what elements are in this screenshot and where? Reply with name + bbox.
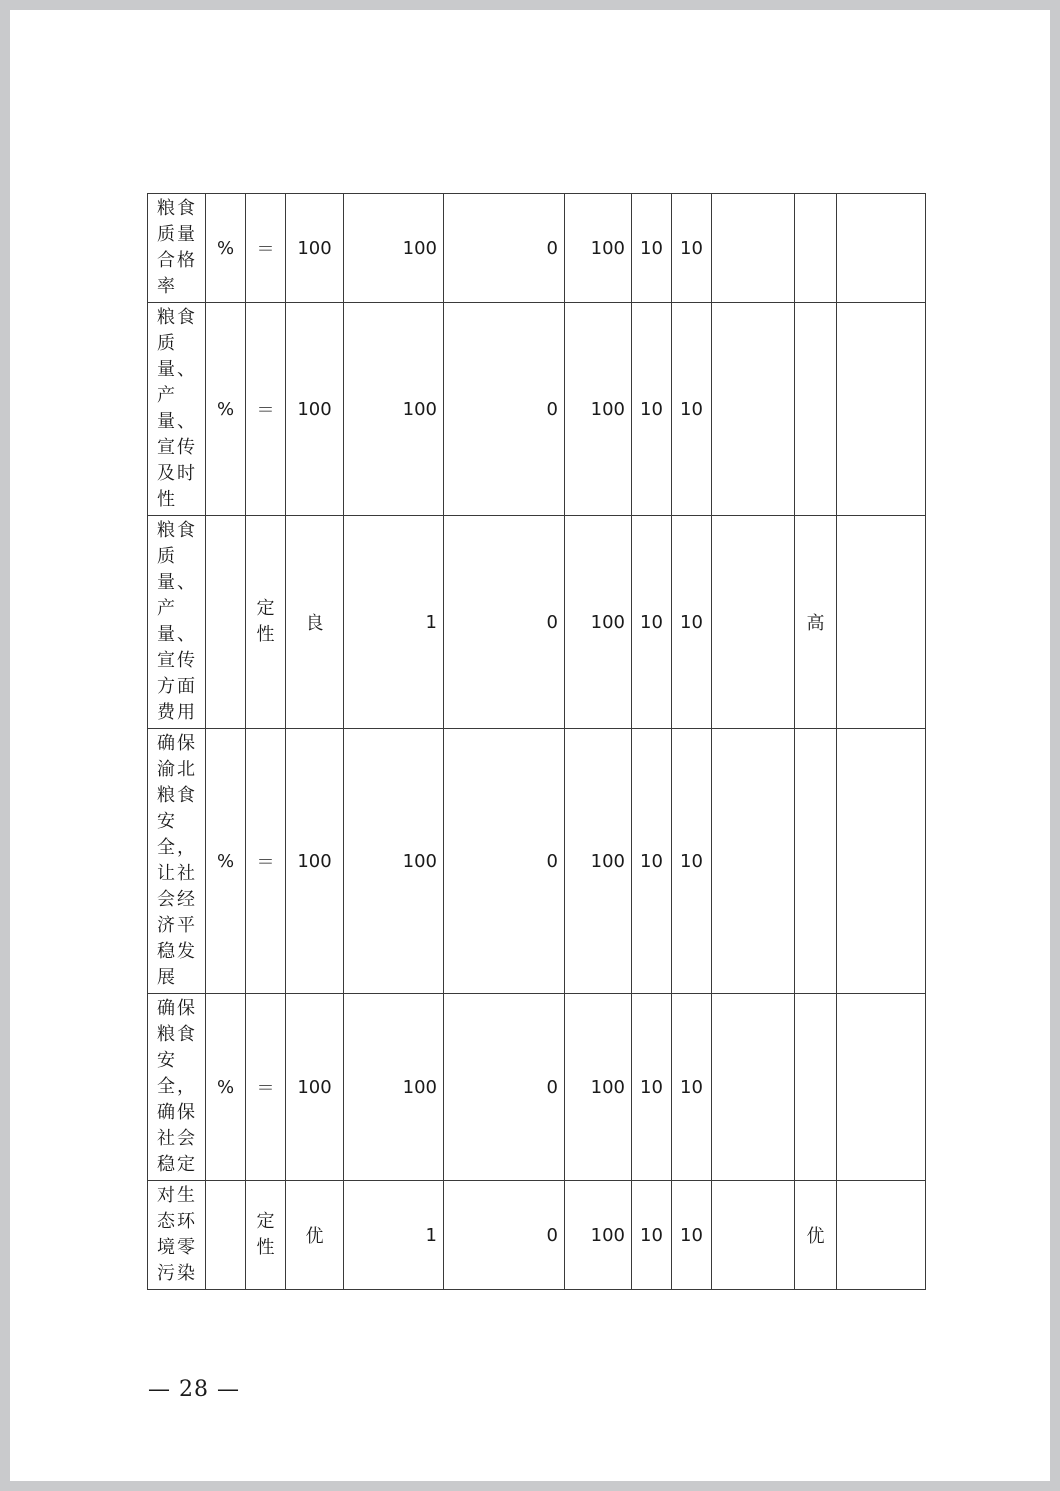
deviation-value: 0 bbox=[444, 1181, 565, 1290]
indicator-name: 粮食质量、产量、宣传方面费用 bbox=[148, 516, 206, 729]
indicator-table bbox=[147, 193, 926, 1290]
deviation-value: 0 bbox=[444, 729, 565, 994]
note-cell bbox=[837, 1181, 926, 1290]
indicator-name: 对生态环境零污染 bbox=[148, 1181, 206, 1290]
table-row bbox=[148, 194, 926, 303]
unit-cell: % bbox=[206, 994, 246, 1181]
score-value: 10 bbox=[672, 194, 712, 303]
indicator-name: 粮食质量合格率 bbox=[148, 194, 206, 303]
deviation-value: 0 bbox=[444, 994, 565, 1181]
target-value: 良 bbox=[286, 516, 344, 729]
operator-cell: ＝ bbox=[246, 994, 286, 1181]
grade-cell: 高 bbox=[795, 516, 837, 729]
reason-cell bbox=[712, 516, 795, 729]
reason-cell bbox=[712, 1181, 795, 1290]
reason-cell bbox=[712, 194, 795, 303]
table-row bbox=[148, 1181, 926, 1290]
weight-value: 10 bbox=[632, 729, 672, 994]
completion-rate: 100 bbox=[565, 516, 632, 729]
unit-cell: % bbox=[206, 729, 246, 994]
indicator-name: 确保粮食安全，确保社会稳定 bbox=[148, 994, 206, 1181]
completion-rate: 100 bbox=[565, 194, 632, 303]
reason-cell bbox=[712, 994, 795, 1181]
note-cell bbox=[837, 194, 926, 303]
score-value: 10 bbox=[672, 994, 712, 1181]
deviation-value: 0 bbox=[444, 516, 565, 729]
score-value: 10 bbox=[672, 516, 712, 729]
operator-cell bbox=[246, 1181, 286, 1290]
actual-value: 100 bbox=[344, 729, 444, 994]
table-row bbox=[148, 729, 926, 994]
unit-cell bbox=[206, 516, 246, 729]
actual-value: 1 bbox=[344, 516, 444, 729]
operator-text: 定性 bbox=[256, 1211, 275, 1258]
deviation-value: 0 bbox=[444, 194, 565, 303]
operator-cell: ＝ bbox=[246, 194, 286, 303]
grade-cell bbox=[795, 194, 837, 303]
deviation-value: 0 bbox=[444, 303, 565, 516]
note-cell bbox=[837, 303, 926, 516]
page-number: — 28 — bbox=[148, 1377, 240, 1402]
grade-cell: 优 bbox=[795, 1181, 837, 1290]
target-value: 100 bbox=[286, 303, 344, 516]
completion-rate: 100 bbox=[565, 303, 632, 516]
note-cell bbox=[837, 516, 926, 729]
actual-value: 100 bbox=[344, 994, 444, 1181]
completion-rate: 100 bbox=[565, 1181, 632, 1290]
operator-cell bbox=[246, 516, 286, 729]
weight-value: 10 bbox=[632, 303, 672, 516]
grade-cell bbox=[795, 303, 837, 516]
weight-value: 10 bbox=[632, 516, 672, 729]
weight-value: 10 bbox=[632, 1181, 672, 1290]
target-value: 优 bbox=[286, 1181, 344, 1290]
reason-cell bbox=[712, 303, 795, 516]
grade-cell bbox=[795, 994, 837, 1181]
unit-cell bbox=[206, 1181, 246, 1290]
score-value: 10 bbox=[672, 303, 712, 516]
actual-value: 100 bbox=[344, 303, 444, 516]
score-value: 10 bbox=[672, 1181, 712, 1290]
reason-cell bbox=[712, 729, 795, 994]
indicator-name: 确保渝北粮食安全，让社会经济平稳发展 bbox=[148, 729, 206, 994]
target-value: 100 bbox=[286, 729, 344, 994]
weight-value: 10 bbox=[632, 994, 672, 1181]
table-row bbox=[148, 516, 926, 729]
actual-value: 100 bbox=[344, 194, 444, 303]
indicator-name: 粮食质量、产量、宣传及时性 bbox=[148, 303, 206, 516]
grade-cell bbox=[795, 729, 837, 994]
completion-rate: 100 bbox=[565, 729, 632, 994]
note-cell bbox=[837, 994, 926, 1181]
table-row bbox=[148, 303, 926, 516]
operator-cell: ＝ bbox=[246, 303, 286, 516]
target-value: 100 bbox=[286, 194, 344, 303]
operator-text: 定性 bbox=[256, 598, 275, 645]
table-row bbox=[148, 994, 926, 1181]
actual-value: 1 bbox=[344, 1181, 444, 1290]
weight-value: 10 bbox=[632, 194, 672, 303]
score-value: 10 bbox=[672, 729, 712, 994]
operator-cell: ＝ bbox=[246, 729, 286, 994]
unit-cell: % bbox=[206, 303, 246, 516]
unit-cell: % bbox=[206, 194, 246, 303]
note-cell bbox=[837, 729, 926, 994]
target-value: 100 bbox=[286, 994, 344, 1181]
completion-rate: 100 bbox=[565, 994, 632, 1181]
